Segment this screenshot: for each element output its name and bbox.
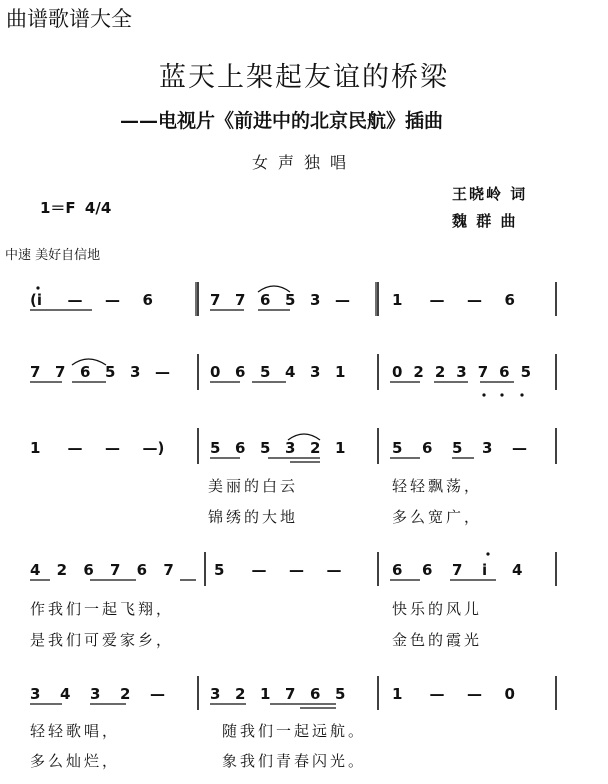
note-token: 2 [56,561,68,579]
note-token: 6 [142,291,153,309]
lyrics-line-5-verse-2-a: 多么灿烂， [30,752,121,770]
note-token: — [429,685,445,703]
note-token: 5 [210,439,221,457]
note-token: 7 [210,291,221,309]
note-token: — [67,439,83,457]
note-token: 6 [136,561,148,579]
voice-part: 女声独唱 [251,153,356,172]
note-token: — [467,291,482,309]
song-title: 蓝天上架起友谊的桥梁 [159,62,449,93]
time-signature: 4/4 [84,199,112,217]
note-token: 1 [30,439,41,457]
note-token: 0 [504,685,515,703]
note-token: 3 [482,439,493,457]
note-token: 1 [392,291,403,309]
note-token: — [335,291,350,309]
lyrics-line-4-verse-2-b: 金色的霞光 [392,631,483,649]
tempo-marking: 中速 美好自信地 [5,248,101,263]
lyrics-line-3-verse-2-a: 锦绣的大地 [208,508,299,526]
note-token: 5 [285,291,296,309]
note-token: — [150,685,165,703]
notation-line-4 [30,561,522,579]
note-token: 3 [130,363,141,381]
note-token: 7 [55,363,66,381]
notation-line-5 [30,685,515,703]
note-token: — [105,291,120,309]
note-token: 3 [210,685,221,703]
note-token: 3 [285,439,296,457]
lyrics-line-4-verse-2-a: 是我们可爱家乡， [30,631,175,649]
note-token: 6 [422,561,433,579]
lyrics-line-3-verse-1-a: 美丽的白云 [208,477,299,495]
composer-credit: 魏 群 曲 [452,212,518,230]
note-token: 6 [422,439,433,457]
note-token: 6 [260,291,271,309]
note-token: 3 [456,363,467,381]
bar-lines [196,282,556,710]
note-token: — [251,561,267,579]
note-token: 6 [235,439,246,457]
note-token: 7 [477,363,489,381]
note-token: 4 [60,685,71,703]
note-token: — [512,439,527,457]
note-token: 0 [392,363,403,381]
note-token: 5 [392,439,403,457]
note-token: — [429,291,445,309]
note-token: — [326,561,342,579]
note-token: 3 [310,363,321,381]
key-signature: 1＝F [40,199,76,217]
note-token: 7 [110,561,121,579]
note-token: 5 [260,363,271,381]
note-token: — [67,291,83,309]
note-token: 6 [80,363,91,381]
note-token: 2 [434,363,446,381]
note-token: 6 [235,363,246,381]
note-token: 7 [163,561,174,579]
notation-line-1 [30,291,515,309]
note-token: 5 [452,439,463,457]
lyrics-line-3-verse-2-b: 多么宽广， [392,508,483,526]
lyrics-line-5-verse-2-b: 象我们青春闪光。 [222,752,367,770]
note-token: 1 [260,685,271,703]
note-token: 5 [214,561,225,579]
note-token: 6 [83,561,94,579]
note-token: 3 [90,685,101,703]
song-subtitle: ——电视片《前进中的北京民航》插曲 [120,110,444,132]
note-token: 6 [499,363,510,381]
lyrics-line-4-verse-1-a: 作我们一起飞翔， [30,600,175,618]
note-token: 5 [335,685,346,703]
note-token: 4 [512,561,523,579]
note-token: — [289,561,304,579]
note-token: 6 [392,561,403,579]
note-token: —) [142,439,165,457]
note-token: — [467,685,482,703]
note-token: 6 [310,685,321,703]
note-token: 1 [335,439,346,457]
note-token: 2 [120,685,131,703]
lyrics-line-3-verse-1-b: 轻轻飘荡， [392,477,483,495]
note-token: (i [30,291,42,309]
note-token: 3 [310,291,321,309]
note-token: 6 [504,291,515,309]
note-token: i [482,561,488,579]
note-token: 7 [285,685,296,703]
note-token: 2 [310,439,321,457]
note-token: — [105,439,120,457]
note-token: 0 [210,363,221,381]
notation-line-2 [30,363,531,381]
note-token: 7 [452,561,463,579]
note-token: 4 [285,363,296,381]
note-token: 5 [260,439,271,457]
notation-line-3 [30,439,527,457]
site-label: 曲谱歌谱大全 [6,7,132,31]
lyrics-line-5-verse-1-a: 轻轻歌唱， [30,722,121,740]
note-token: 5 [520,363,532,381]
note-token: 4 [30,561,41,579]
note-token: 2 [413,363,424,381]
note-token: 7 [235,291,246,309]
note-token: 1 [392,685,403,703]
note-token: 7 [30,363,41,381]
note-token: — [155,363,170,381]
note-token: 3 [30,685,41,703]
note-token: 1 [335,363,346,381]
lyrics-line-5-verse-1-b: 随我们一起远航。 [222,722,367,740]
note-token: 5 [105,363,116,381]
lyricist-credit: 王晓岭 词 [452,185,528,203]
note-token: 2 [235,685,246,703]
lyrics-line-4-verse-1-b: 快乐的风儿 [392,600,483,618]
